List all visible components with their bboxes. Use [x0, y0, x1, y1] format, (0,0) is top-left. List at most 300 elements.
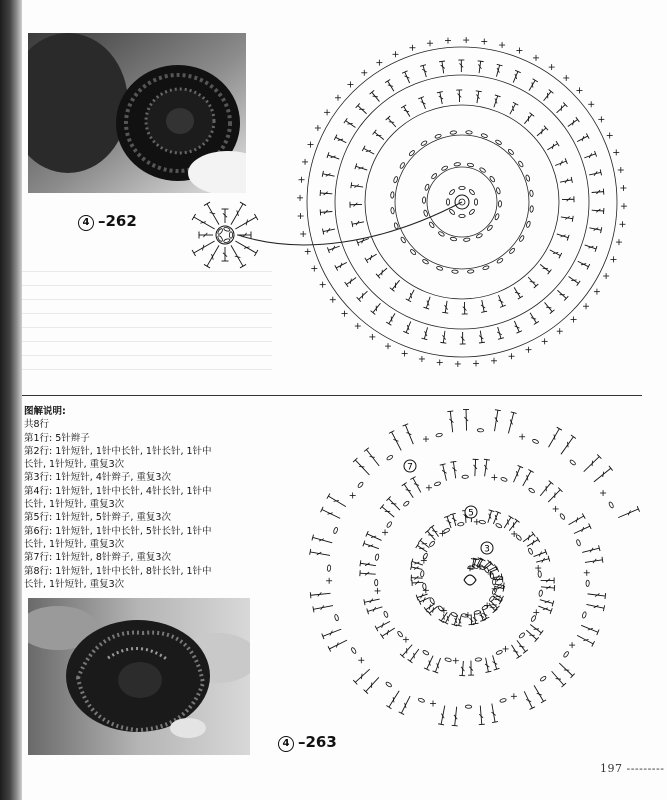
stitch-top [478, 61, 484, 62]
stitch-slash [528, 535, 529, 540]
chain-symbol [582, 611, 587, 618]
stitch-stem [207, 204, 219, 225]
stitch-slash [244, 247, 250, 249]
stitch-top [204, 202, 210, 206]
stitch-top [513, 102, 518, 105]
stitch-stem [373, 303, 381, 312]
chain-symbol [422, 583, 426, 590]
stitch-top [484, 459, 490, 460]
stitch-stem [402, 645, 412, 656]
stitch-stem [557, 234, 568, 238]
round-marker-5 [465, 506, 477, 519]
stitch-top [375, 626, 378, 631]
stitch-top [537, 537, 540, 542]
stitch-slash [532, 82, 533, 87]
instruction-line: 长针, 1针短针, 重复3次 [24, 459, 125, 471]
stitch-top [362, 146, 365, 151]
stitch-top [600, 169, 601, 175]
stitch-top [473, 623, 479, 624]
stitch-slash [350, 279, 351, 284]
stitch-stem [435, 658, 440, 672]
stitch-top [577, 281, 580, 286]
center-ring [464, 575, 476, 585]
stitch-top [523, 650, 528, 654]
stitch-stem [378, 268, 387, 276]
stitch-top [571, 435, 576, 438]
stitch-top [345, 282, 348, 287]
stitch-stem [194, 217, 215, 229]
stitch-stem [408, 290, 414, 301]
stitch-stem [511, 645, 519, 657]
stitch-stem [514, 467, 521, 483]
chain-symbol [526, 221, 531, 228]
stitch-stem [569, 276, 579, 283]
chain-symbol [449, 189, 456, 196]
stitch-stem [323, 629, 341, 636]
stitch-slash [361, 674, 362, 679]
chain-symbol [489, 595, 496, 602]
instruction-line: 第1行: 5针辫子 [24, 432, 90, 444]
chain-symbol [443, 528, 450, 534]
chain-symbol [446, 199, 449, 205]
stitch-stem [537, 128, 546, 136]
stitch-stem [382, 507, 394, 517]
stitch-stem [346, 121, 356, 128]
chain-symbol [467, 163, 474, 168]
chain-symbol [375, 554, 380, 561]
spiral-chart [310, 409, 640, 725]
stitch-top [429, 525, 434, 528]
chain-symbol [475, 658, 482, 662]
magic-ring [216, 226, 234, 244]
chain-symbol [459, 186, 465, 189]
stitch-slash [556, 679, 561, 680]
chain-symbol [463, 238, 470, 242]
chain-symbol [540, 676, 547, 682]
pattern-label-262 [78, 212, 137, 231]
stitch-stem [559, 663, 572, 676]
stitch-stem [372, 92, 380, 101]
stitch-top [344, 118, 347, 123]
stitch-top [240, 264, 246, 268]
stitch-stem [389, 313, 395, 323]
stitch-stem [328, 496, 345, 507]
stitch-stem [544, 91, 552, 100]
stitch-top [540, 630, 544, 635]
chain-symbol [459, 214, 465, 217]
chain-symbol [422, 197, 426, 204]
stitch-stem [618, 509, 638, 518]
stitch-stem [530, 624, 541, 632]
large-round-chart [297, 37, 627, 367]
stitch-stem [328, 155, 339, 159]
stitch-stem [356, 166, 367, 170]
stitch-top [254, 250, 258, 256]
stitch-slash [389, 122, 394, 123]
stitch-stem [574, 526, 590, 533]
stitch-top [204, 264, 210, 268]
chain-symbol [559, 513, 565, 520]
chain-symbol [436, 433, 443, 437]
stitch-top [439, 619, 444, 622]
chain-symbol [515, 534, 522, 541]
stitch-top [322, 229, 323, 235]
stitch-top [385, 79, 390, 82]
stitch-stem [346, 277, 356, 284]
chain-symbol [465, 705, 471, 708]
stitch-top [438, 724, 444, 725]
stitch-top [548, 270, 552, 275]
stitch-slash [447, 616, 448, 621]
small-ring-chart [192, 202, 258, 268]
chain-symbol [418, 698, 425, 703]
chain-symbol [539, 590, 543, 597]
chain-symbol [474, 610, 481, 615]
chain-symbol [525, 175, 530, 182]
chain-symbol [529, 190, 533, 197]
stitch-top [351, 182, 352, 188]
crochet-chart-262 [180, 30, 650, 390]
chain-symbol [496, 650, 503, 655]
stitch-slash [603, 472, 604, 477]
chain-symbol [429, 597, 435, 604]
stitch-slash [382, 270, 383, 275]
chain-symbol [394, 222, 399, 229]
chain-symbol [452, 270, 459, 274]
round-marker-label: 5 [468, 508, 474, 519]
chain-symbol [528, 548, 534, 555]
stitch-stem [392, 280, 399, 289]
stitch-stem [410, 649, 419, 661]
chain-symbol [569, 459, 576, 466]
stitch-stem [496, 65, 499, 77]
stitch-top [582, 513, 585, 518]
stitch-top [576, 117, 579, 122]
stitch-top [515, 519, 520, 523]
stitch-stem [367, 534, 382, 541]
stitch-top [310, 549, 311, 555]
chain-symbol [477, 428, 484, 432]
stitch-top [240, 202, 246, 206]
stitch-top [313, 606, 314, 612]
stitch-stem [388, 118, 396, 127]
stitch-stem [485, 563, 492, 568]
stitch-top [602, 557, 603, 563]
chain-symbol [451, 612, 458, 618]
chain-symbol [474, 199, 477, 205]
stitch-stem [526, 630, 536, 639]
stitch-top [424, 607, 427, 612]
stitch-slash [530, 282, 535, 283]
stitch-stem [538, 606, 551, 611]
round-marker-7 [404, 460, 416, 473]
instruction-line: 第5行: 1针短针, 5针辫子, 重复3次 [24, 512, 171, 524]
chain-symbol [531, 615, 537, 622]
stitch-stem [392, 432, 402, 450]
round-marker-label: 3 [484, 544, 490, 555]
stitch-stem [557, 105, 566, 113]
chain-symbol [469, 209, 476, 216]
instructions-lines [24, 418, 264, 591]
stitch-top [601, 227, 602, 233]
stitch-stem [493, 512, 498, 524]
round-marker-3 [481, 542, 493, 555]
pattern-number-circle: 4 [78, 215, 94, 231]
stitch-stem [366, 450, 379, 466]
stitch-stem [441, 706, 445, 725]
stitch-top [416, 543, 419, 548]
stitch-top [481, 311, 487, 312]
stitch-top [559, 253, 562, 258]
chain-symbol [496, 187, 501, 194]
chain-symbol [483, 566, 489, 573]
chain-symbol [445, 657, 452, 662]
stitch-stem [557, 290, 566, 298]
stitch-top [402, 483, 407, 486]
chain-symbol [450, 237, 457, 242]
stitch-top [447, 411, 453, 412]
stitch-top [476, 91, 482, 92]
stitch-slash [212, 254, 214, 260]
stitch-top [554, 585, 555, 591]
chain-symbol [532, 439, 539, 445]
chain-symbol [386, 455, 393, 461]
stitch-top [443, 621, 448, 624]
stitch-top [386, 706, 391, 709]
chain-symbol [500, 698, 507, 703]
stitch-top [586, 133, 589, 138]
chain-symbol [333, 527, 338, 534]
stitch-top [528, 470, 533, 473]
stitch-top [533, 79, 538, 82]
chain-symbol [538, 571, 542, 578]
stitch-top [322, 171, 323, 177]
stitch-slash [519, 646, 524, 647]
stitch-stem [366, 677, 379, 691]
stitch-top [437, 92, 443, 93]
stitch-top [410, 477, 415, 480]
instructions-title: 图解说明: [24, 406, 66, 417]
pattern-instructions [24, 405, 264, 591]
stitch-stem [364, 148, 375, 154]
chain-symbol [482, 265, 489, 270]
chain-symbol [351, 647, 357, 654]
stitch-stem [524, 114, 531, 123]
stitch-stem [529, 80, 535, 90]
stitch-stem [545, 302, 553, 311]
stitch-slash [373, 96, 378, 97]
stitch-stem [413, 478, 421, 492]
stitch-top [452, 725, 458, 726]
stitch-top [365, 258, 368, 263]
stitch-slash [334, 500, 339, 501]
stitch-top [495, 410, 501, 411]
stitch-top [501, 574, 502, 580]
stitch-top [479, 342, 485, 343]
stitch-stem [594, 468, 611, 482]
stitch-top [390, 288, 395, 292]
chain-symbol [403, 500, 410, 507]
stitch-stem [527, 540, 538, 547]
stitch-stem [561, 437, 573, 455]
chain-symbol [229, 232, 232, 238]
section-divider [22, 395, 642, 396]
chain-symbol [457, 522, 464, 526]
stitch-stem [528, 277, 536, 286]
stitch-stem [207, 245, 219, 266]
stitch-top [571, 177, 572, 183]
stitch-stem [329, 640, 347, 649]
chain-symbol [437, 605, 444, 612]
stitch-top [516, 655, 521, 658]
chain-symbol [462, 475, 469, 478]
stitch-slash [419, 548, 424, 549]
stitch-top [442, 312, 448, 313]
stitch-stem [488, 511, 492, 523]
book-spine-shadow [0, 0, 22, 800]
stitch-top [532, 532, 536, 537]
stitch-slash [496, 596, 501, 597]
stitch-slash [573, 120, 574, 125]
chain-symbol [528, 487, 535, 493]
stitch-top [364, 448, 369, 452]
chain-symbol [481, 133, 488, 138]
stitch-stem [568, 120, 578, 127]
stitch-slash [414, 653, 415, 658]
stitch-top [605, 593, 606, 599]
chain-symbol [397, 631, 403, 638]
chain-symbol [390, 192, 394, 199]
stitch-stem [405, 425, 413, 444]
chain-symbol [385, 681, 392, 687]
stitch-stem [504, 517, 511, 528]
stitch-slash [495, 599, 500, 600]
stitch-slash [546, 307, 551, 308]
chain-symbol [393, 176, 398, 183]
stitch-top [592, 641, 595, 646]
stitch-stem [426, 297, 430, 308]
stitch-stem [389, 691, 399, 707]
chain-symbol [334, 614, 339, 621]
instruction-line: 第3行: 1针短针, 4针辫子, 重复3次 [24, 472, 171, 484]
stitch-stem [523, 534, 533, 542]
stitch-top [440, 342, 446, 343]
stitch-stem [517, 640, 526, 651]
stitch-stem [540, 264, 549, 271]
chain-symbol [422, 650, 429, 656]
stitch-top [327, 494, 330, 499]
stitch-stem [523, 471, 531, 486]
stitch-stem [569, 516, 584, 525]
stitch-slash [393, 697, 394, 702]
chain-symbol [466, 130, 473, 134]
chain-symbol [530, 206, 534, 213]
stitch-top [352, 221, 353, 227]
instruction-line: 长针, 1针短针, 重复3次 [24, 538, 125, 550]
stitch-stem [235, 241, 256, 253]
instruction-line: 共8行 [24, 419, 50, 431]
stitch-top [408, 659, 413, 663]
stitch-top [310, 592, 311, 598]
stitch-stem [401, 696, 410, 713]
connector-line [238, 202, 462, 245]
chain-symbol [423, 210, 428, 217]
stitch-top [485, 671, 491, 672]
stitch-top [557, 427, 562, 430]
stitch-stem [231, 204, 243, 225]
stitch-stem [548, 490, 560, 502]
chain-symbol [391, 207, 395, 214]
stitch-top [439, 61, 445, 62]
stitch-stem [374, 132, 383, 139]
chain-symbol [435, 134, 442, 139]
chain-symbol [467, 269, 474, 273]
stitch-top [509, 516, 514, 519]
instruction-line: 长针, 1针短针, 重复3次 [24, 578, 125, 590]
chain-symbol [327, 565, 331, 572]
stitch-stem [508, 413, 513, 434]
stitch-stem [194, 241, 215, 253]
stitch-slash [370, 456, 375, 457]
stitch-stem [235, 217, 256, 229]
stitch-stem [322, 509, 340, 518]
stitch-stem [550, 250, 561, 256]
chain-symbol [420, 570, 424, 577]
chain-symbol [436, 266, 443, 271]
chain-symbol [495, 523, 502, 529]
instruction-line: 第6行: 1针短针, 1针中长针, 5针长针, 1针中 [24, 525, 212, 537]
chain-symbol [479, 520, 486, 524]
stitch-slash [428, 535, 433, 536]
stitch-slash [490, 607, 495, 608]
stitch-top [556, 141, 559, 146]
stitch-slash [433, 607, 434, 612]
stitch-stem [404, 484, 413, 498]
stitch-top [373, 130, 377, 135]
stitch-top [401, 105, 406, 108]
instruction-line: 第7行: 1针短针, 8针辫子, 重复3次 [24, 552, 171, 564]
chain-symbol [500, 477, 507, 482]
stitch-stem [313, 537, 332, 542]
stitch-stem [389, 499, 400, 511]
chain-symbol [608, 501, 614, 508]
stitch-slash [542, 129, 543, 134]
chain-symbol [383, 611, 388, 618]
chain-symbol [454, 162, 461, 166]
stitch-stem [578, 261, 589, 266]
crochet-chart-263 [280, 400, 650, 740]
pattern-code: –263 [298, 733, 337, 751]
pattern-number-circle: 4 [278, 736, 294, 752]
chain-symbol [375, 579, 378, 585]
stitch-stem [364, 543, 379, 548]
stitch-slash [554, 434, 555, 439]
stitch-stem [513, 71, 518, 82]
stitch-stem [581, 625, 598, 632]
chain-symbol [449, 209, 456, 216]
stitch-top [335, 265, 338, 270]
stitch-slash [200, 222, 206, 224]
chain-symbol [498, 201, 502, 208]
chain-symbol [357, 481, 364, 488]
stitch-top [192, 214, 196, 220]
instruction-line: 长针, 1针短针, 重复3次 [24, 499, 125, 511]
stitch-top [492, 722, 498, 723]
stitch-stem [427, 656, 433, 669]
chain-symbol [422, 553, 428, 560]
round-marker-label: 7 [407, 462, 413, 473]
stitch-top [192, 250, 196, 256]
